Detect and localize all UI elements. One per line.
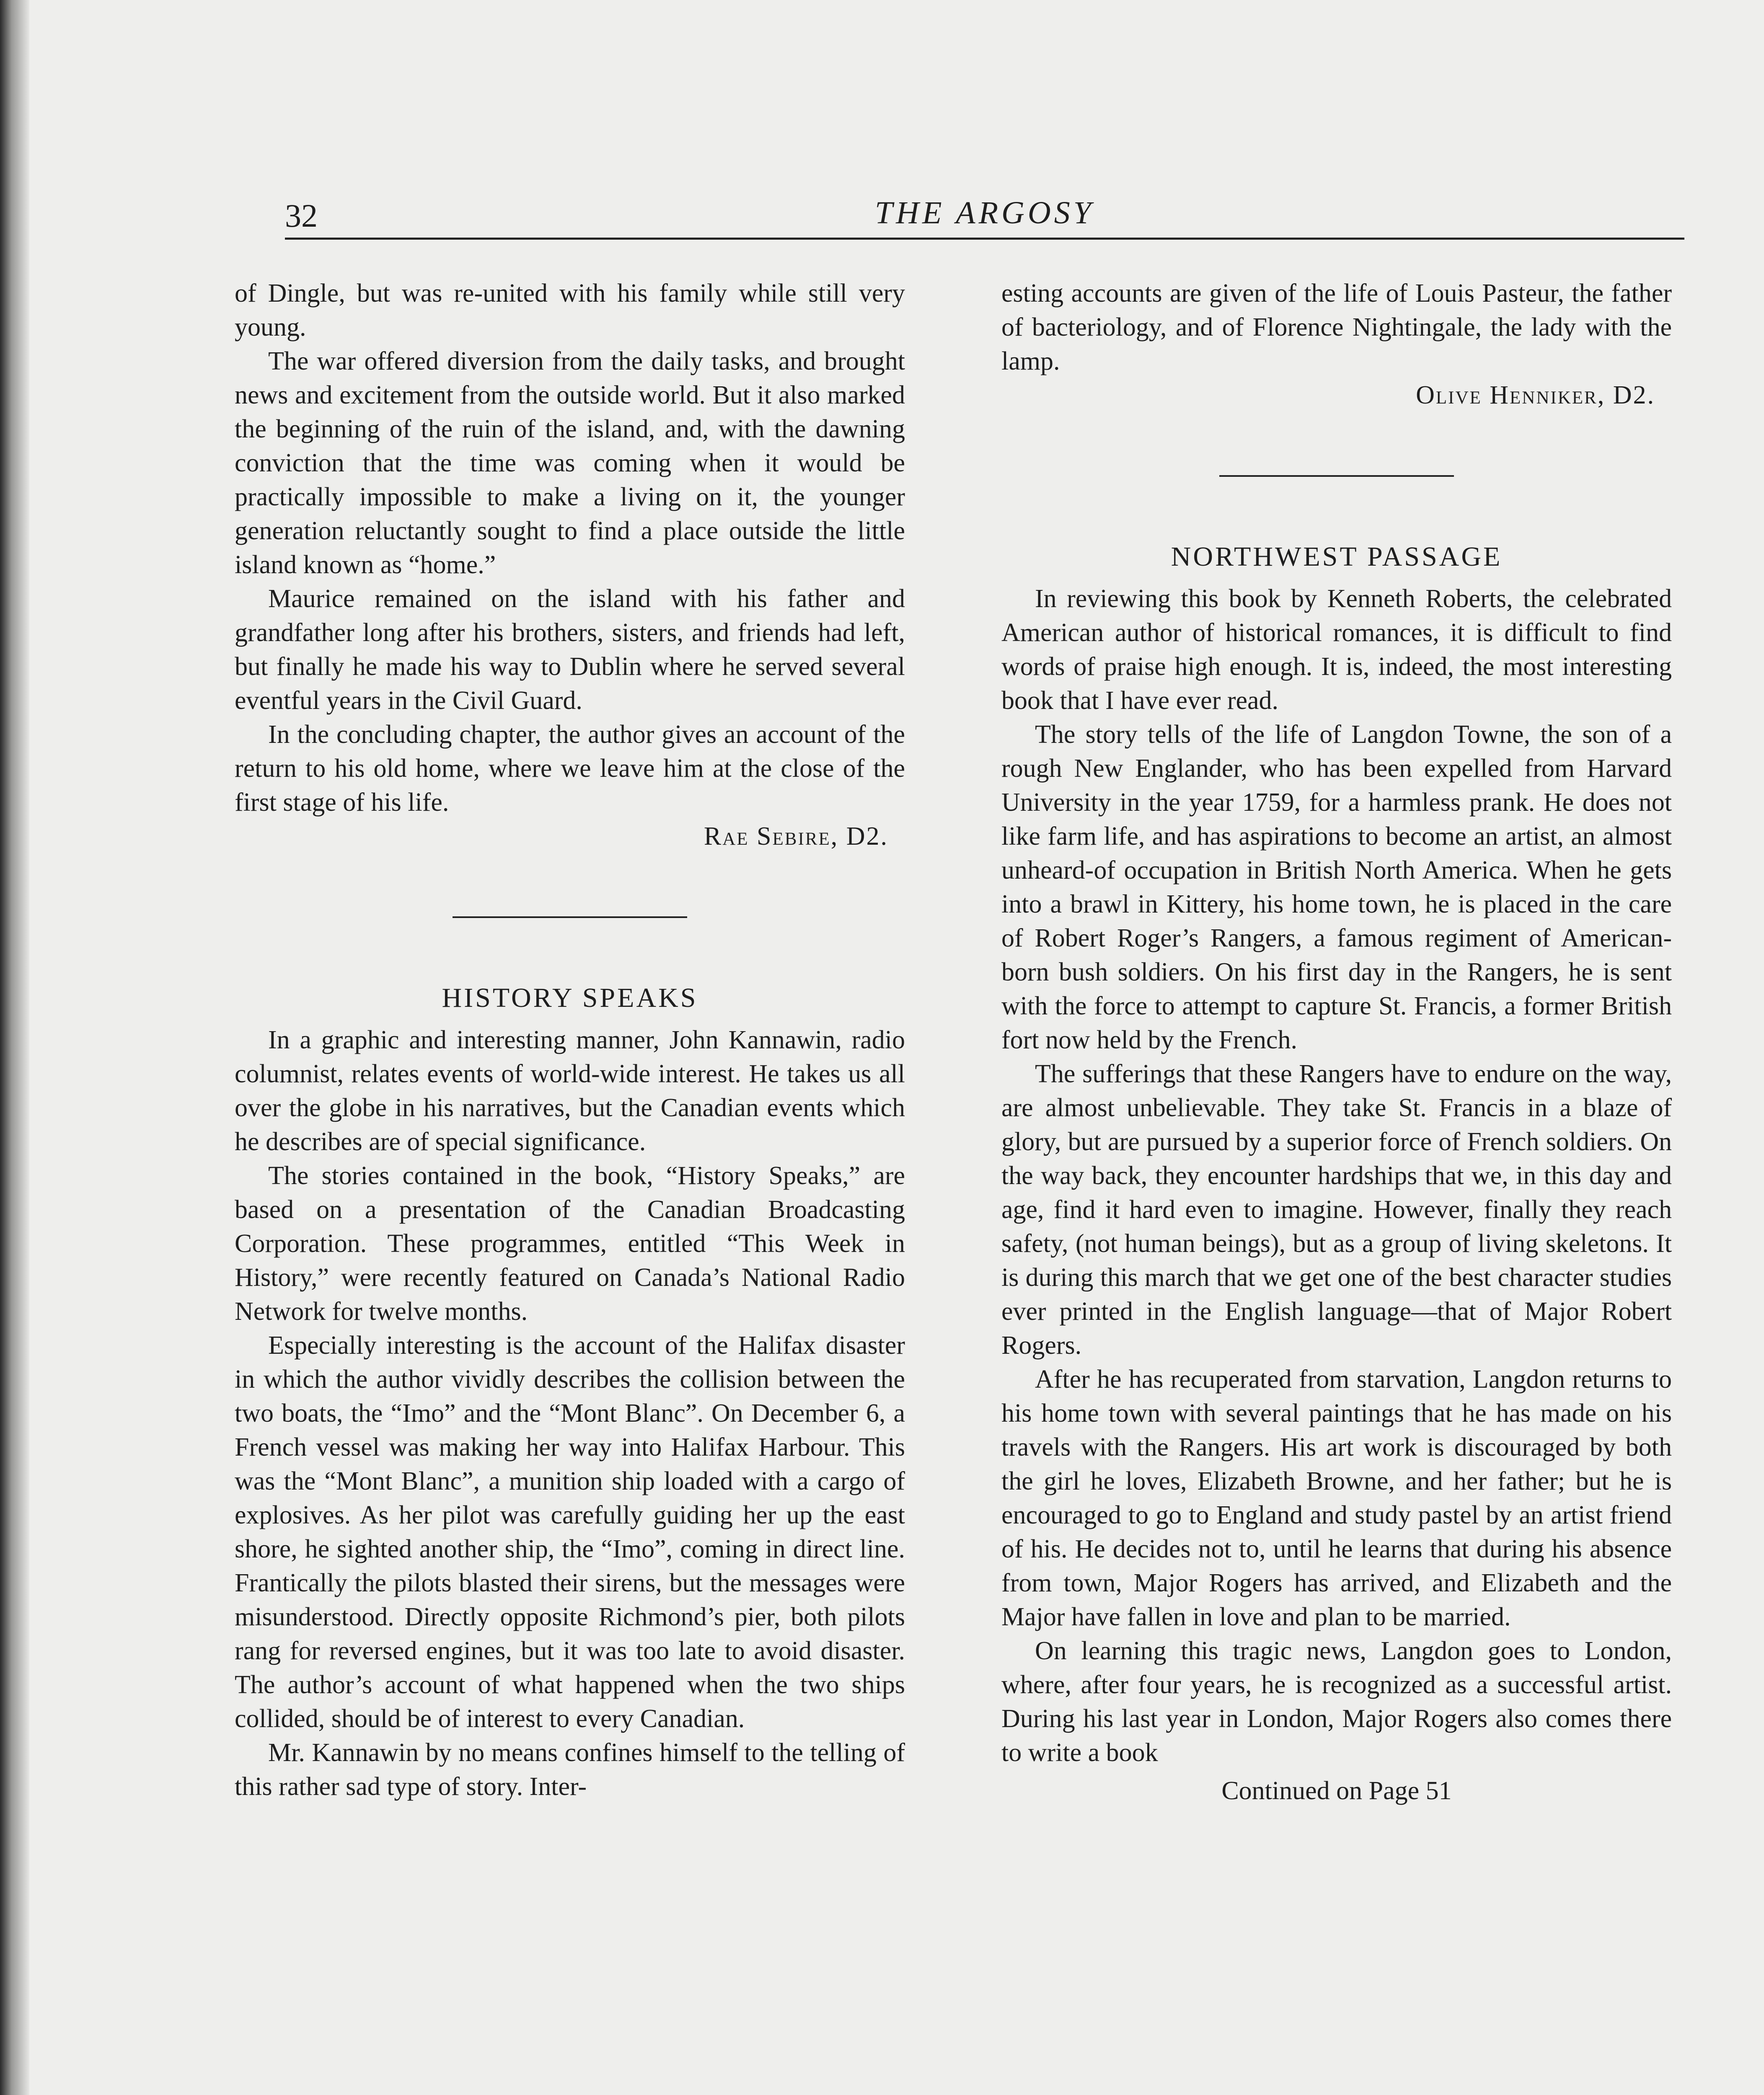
continued-note: Continued on Page 51 bbox=[1221, 1777, 1452, 1805]
section-title: HISTORY SPEAKS bbox=[442, 983, 698, 1013]
paragraph: On learning this tragic news, Langdon goes to London, where, after four years, he is recognized as a successful artist. During his last year in London, Major Rogers also comes there to write a book bbox=[1001, 1637, 1672, 1767]
paragraph: The sufferings that these Rangers have to endure on the way, are almost unbelievable. They take St. Francis in a blaze of glory, but are pursued by a superior force of French soldiers. On the way back, they encounter hardships that we, in this day and age, find it hard even to imagine. However, finally they reach safety, (not human beings), but as a group of living skeletons. It is during this march that we get one of the best character studies ever printed in the English language—that of Major Robert Rogers. bbox=[1001, 1060, 1672, 1360]
paragraph: Maurice remained on the island with his father and grandfather long after his brothers, sisters, and friends had left, but finally he made his way to Dublin where he served several eventful years in the Civil Guard. bbox=[235, 585, 905, 715]
paragraph: The stories contained in the book, “History Speaks,” are based on a presentation of the Canadian Broadcasting Corporation. These programmes, entitled “This Week in History,” were recently featured on Canada’s National Radio Network for twelve months. bbox=[235, 1161, 905, 1326]
paragraph: In a graphic and interesting manner, John Kannawin, radio columnist, relates events of world-wide interest. He takes us all over the globe in his narratives, but the Canadian events which he describes are of special significance. bbox=[235, 1026, 905, 1156]
paragraph: After he has recuperated from starvation, Langdon returns to his home town with several paintings that he has made on his travels with the Rangers. His art work is discouraged by both the girl he loves, Elizabeth Browne, and her father; but he is encouraged to go to England and study pastel by an artist friend of his. He decides not to, until he learns that during his absence from town, Major Rogers has arrived, and Elizabeth and the Major have fallen in love and plan to be married. bbox=[1001, 1365, 1672, 1631]
review-signature: Olive Henniker, D2. bbox=[1416, 381, 1655, 409]
paragraph: esting accounts are given of the life of Louis Pasteur, the father of bacteriology, and of Florence Nightingale, the lady with the lamp. bbox=[1001, 279, 1672, 375]
paragraph: The story tells of the life of Langdon Towne, the son of a rough New Englander, who has been expelled from Harvard University in the year 1759, for a harmless prank. He does not like farm life, and has aspirations to become an artist, an almost unheard-of occupation in British North America. When he gets into a brawl in Kittery, his home town, he is placed in the care of Robert Roger’s Rangers, a famous regiment of American-born bush soldiers. On his first day in the Rangers, he is sent with the force to attempt to capture St. Francis, a former British fort now held by the French. bbox=[1001, 720, 1672, 1054]
paragraph: The war offered diversion from the daily tasks, and brought news and excitement from the outside world. But it also marked the beginning of the ruin of the island, and, with the dawning conviction that the time was coming when it would be practically impossible to make a living on it, the younger generation reluctantly sought to find a place outside the little island known as “home.” bbox=[235, 347, 905, 579]
running-title: THE ARGOSY bbox=[874, 195, 1095, 230]
review-signature: Rae Sebire, D2. bbox=[704, 822, 888, 851]
paragraph: of Dingle, but was re-united with his family while still very young. bbox=[235, 279, 905, 341]
paragraph: Especially interesting is the account of the Halifax disaster in which the author vividly describes the collision between the two boats, the “Imo” and the “Mont Blanc”. On December 6, a French vessel was making her way into Halifax Harbour. This was the “Mont Blanc”, a munition ship loaded with a cargo of explosives. As her pilot was carefully guiding her up the east shore, he sighted another ship, the “Imo”, coming in direct line. Frantically the pilots blasted their sirens, but the messages were misunderstood. Directly opposite Richmond’s pier, both pilots rang for reversed engines, but it was too late to avoid disaster. The author’s account of what happened when the two ships collided, should be of interest to every Canadian. bbox=[235, 1331, 905, 1733]
section-divider bbox=[1219, 475, 1454, 477]
section-divider bbox=[453, 916, 687, 918]
paragraph: In reviewing this book by Kenneth Roberts, the celebrated American author of historical romances, it is difficult to find words of praise high enough. It is, indeed, the most interesting book that I have ever read. bbox=[1001, 585, 1672, 715]
header-rule bbox=[285, 238, 1684, 240]
page-number: 32 bbox=[285, 197, 318, 234]
page-edge-shadow bbox=[0, 0, 29, 2095]
page-header bbox=[285, 191, 1684, 241]
paragraph: In the concluding chapter, the author gives an account of the return to his old home, where we leave him at the close of the first stage of his life. bbox=[235, 720, 905, 817]
right-column bbox=[1001, 277, 1672, 1808]
section-title: NORTHWEST PASSAGE bbox=[1171, 541, 1503, 572]
paragraph: Mr. Kannawin by no means confines himself to the telling of this rather sad type of story. Inter- bbox=[235, 1738, 905, 1801]
left-column bbox=[235, 277, 905, 1804]
